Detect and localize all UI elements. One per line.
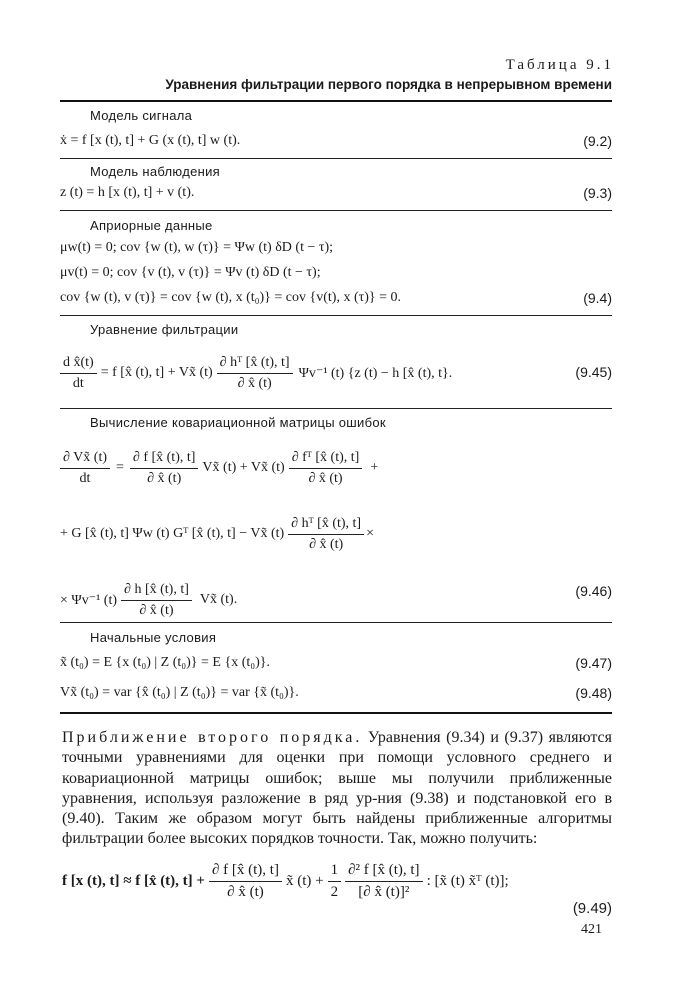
section-signal-model: Модель сигнала (90, 108, 193, 123)
equation-9-49: f [x (t), t] ≈ f [x̂ (t), t] + $\frac{\partial f [x̂ (t), t]}{\partial x̂ (t)}$ x̃ (t) + $\frac{1}{2}$ $\frac{\text{∂² f [x̂ (t), t]}}{\text{[∂ x̂ (t)]²}}$ : [x̃ (t) x̃ᵀ (t)]; (62, 862, 509, 900)
equation-9-47: x̃ (t₀) = E {x (t₀) | Z (t₀)} = E {x (t₀)}. (60, 655, 271, 670)
divider (60, 158, 612, 159)
table-caption: Уравнения фильтрации первого порядка в непрерывном времени (165, 77, 612, 92)
equation-number-9-48: (9.48) (575, 685, 612, 701)
equation-9-46-line-3: × Ψv⁻¹ (t) $\frac{\partial h [x̂ (t), t]}{\partial x̂ (t)}$ Vx̃ (t). (60, 581, 238, 618)
fraction: $\frac{\partial f [x̂ (t), t]}{\partial x̂ (t)}$ (209, 862, 282, 901)
table-bottom-rule (60, 712, 612, 714)
section-filter-equation: Уравнение фильтрации (90, 322, 239, 337)
divider (60, 210, 612, 211)
prior-equation-w: μw(t) = 0; cov {w (t), w (τ)} = Ψw (t) δD (t − τ); (60, 240, 334, 255)
equation-9-4: cov {w (t), v (τ)} = cov {w (t), x (t₀)} = cov {v(t), x (τ)} = 0. (60, 290, 402, 305)
divider (60, 408, 612, 409)
paragraph-heading: Приближение второго порядка. (62, 729, 363, 746)
fraction: $\frac{1}{2}$ (328, 862, 342, 901)
divider (60, 622, 612, 623)
equation-number-9-4: (9.4) (583, 290, 612, 306)
equation-9-45: $\frac{\text{d x̂(t)}}{dt}$ = f [x̂ (t), t] + Vx̃ (t) $\frac{\text{∂ hᵀ [x̂ (t), t]}}{\partial x̂ (t)}$ Ψv⁻¹ (t) {z (t) − h [x̂ (t), t}. (60, 345, 452, 401)
fraction: $\frac{\text{d x̂(t)}}{dt}$ (60, 355, 97, 392)
fraction: $\frac{\partial f [x̂ (t), t]}{\partial x̂ (t)}$ (130, 450, 199, 487)
equation-number-9-45: (9.45) (575, 364, 612, 380)
equation-9-2: ẋ = f [x (t), t] + G (x (t), t] w (t). (60, 133, 241, 148)
fraction: $\frac{\text{∂ hᵀ [x̂ (t), t]}}{\partial x̂ (t)}$ (288, 516, 364, 553)
section-initial-conditions: Начальные условия (90, 630, 217, 645)
equation-number-9-3: (9.3) (583, 185, 612, 201)
equation-number-9-46: (9.46) (575, 583, 612, 599)
equation-number-9-47: (9.47) (575, 655, 612, 671)
equation-number-9-49: (9.49) (572, 900, 612, 917)
section-covariance-computation: Вычисление ковариационной матрицы ошибок (90, 415, 386, 430)
equation-9-3: z (t) = h [x (t), t] + v (t). (60, 185, 195, 200)
section-observation-model: Модель наблюдения (90, 164, 220, 179)
paragraph-body: Уравнения (9.34) и (9.37) являются точными уравнениями для оценки при помощи условного среднего и ковариационной матрицы ошибок; выше мы получили приближенные уравнения, используя разложение в ряд ур-ния (9.38) и подстановкой его в (9.40). Таким же образом могут быть найдены приближенные алгоритмы фильтрации более высоких порядков точности. Так, можно получить: (62, 729, 613, 848)
fraction: $\frac{\text{∂ hᵀ [x̂ (t), t]}}{\partial x̂ (t)}$ (217, 355, 293, 392)
fraction: $\frac{\text{∂² f [x̂ (t), t]}}{\text{[∂ x̂ (t)]²}}$ (345, 862, 422, 901)
fraction: $\frac{\partial Vx̃ (t)}{dt}$ (60, 450, 110, 487)
equation-9-46-line-2: + G [x̂ (t), t] Ψw (t) Gᵀ [x̂ (t), t] − Vx̃ (t) $\frac{\text{∂ hᵀ [x̂ (t), t]}}{\partial x̂ (t)}$ × (60, 515, 374, 552)
body-paragraph (62, 728, 612, 850)
equation-number-9-2: (9.2) (583, 133, 612, 149)
equation-9-48: Vx̃ (t₀) = var {x̂ (t₀) | Z (t₀)} = var {x̃ (t₀)}. (60, 685, 299, 700)
fraction: $\frac{\partial h [x̂ (t), t]}{\partial x̂ (t)}$ (121, 582, 192, 619)
fraction: $\frac{\text{∂ fᵀ [x̂ (t), t]}}{\partial x̂ (t)}$ (289, 450, 363, 487)
page-number: 421 (581, 922, 602, 937)
equation-9-46-line-1: $\frac{\partial Vx̃ (t)}{dt}$ = $\frac{\partial f [x̂ (t), t]}{\partial x̂ (t)}$ Vx̃ (t) + Vx̃ (t) $\frac{\text{∂ fᵀ [x̂ (t), t]}}{\partial x̂ (t)}$ + (60, 440, 378, 496)
table-label: Таблица 9.1 (505, 57, 614, 73)
section-prior-data: Априорные данные (90, 218, 213, 233)
table-top-rule (60, 100, 612, 102)
divider (60, 315, 612, 316)
prior-equation-v: μv(t) = 0; cov {v (t), v (τ)} = Ψv (t) δD (t − τ); (60, 265, 321, 280)
